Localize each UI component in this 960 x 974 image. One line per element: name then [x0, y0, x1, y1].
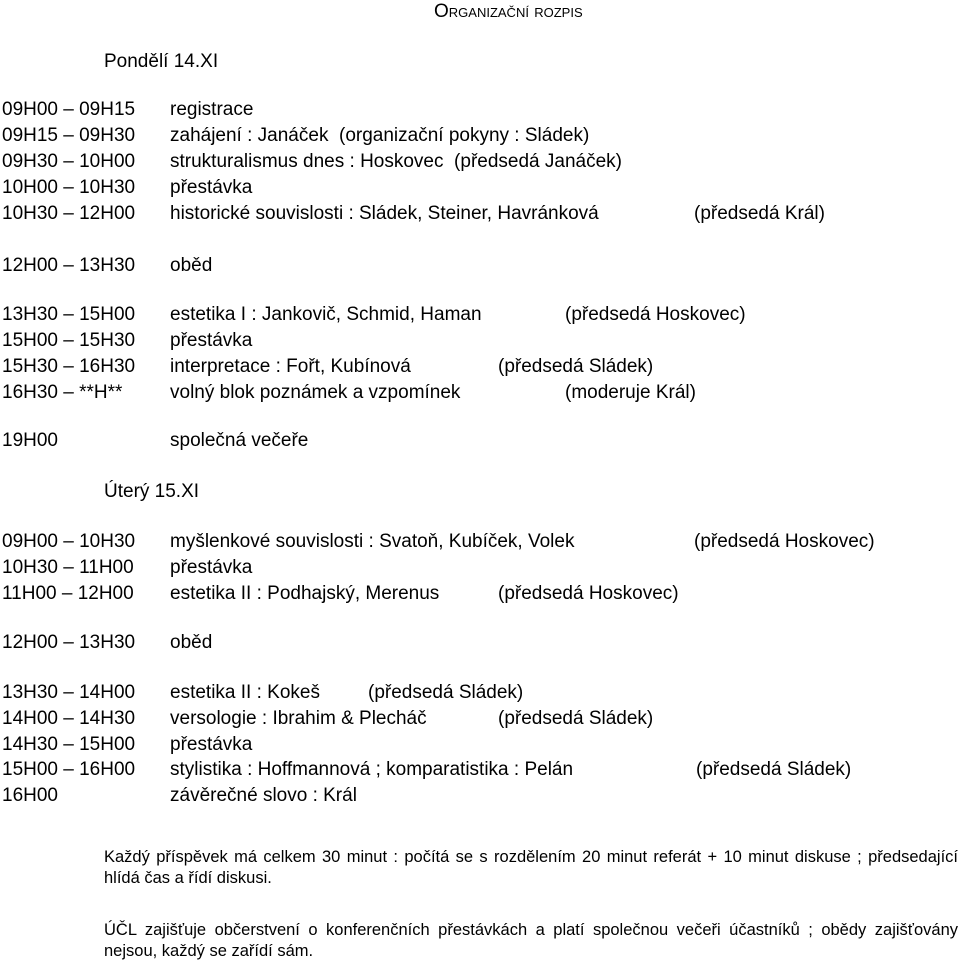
document-title: Organizační rozpis: [434, 1, 583, 22]
activity-roman: II: [240, 682, 252, 703]
row-time: 19H00: [2, 430, 58, 451]
row-activity: volný blok poznámek a vzpomínek: [170, 382, 461, 403]
row-time: 11H00 – 12H00: [2, 583, 134, 604]
row-chair: (předsedá Hoskovec): [498, 583, 679, 604]
row-activity: registrace: [170, 99, 254, 120]
row-time: 14H30 – 15H00: [2, 734, 136, 755]
day-heading-roman: XI: [181, 481, 200, 502]
row-activity: [170, 302, 482, 328]
row-chair: (předsedá Hoskovec): [694, 531, 875, 552]
day-heading-roman: XI: [200, 51, 219, 72]
day-heading-tuesday: [104, 480, 199, 504]
row-activity: strukturalismus dnes : Hoskovec (předsedá Janáček): [170, 151, 622, 172]
row-time: 09H00 – 09H15: [2, 99, 136, 120]
day-heading-monday: [104, 50, 218, 74]
row-activity: přestávka: [170, 557, 253, 578]
activity-roman: I: [240, 304, 247, 325]
row-chair: (předsedá Hoskovec): [565, 304, 746, 325]
row-time: 13H30 – 15H00: [2, 304, 136, 325]
row-time: 15H30 – 16H30: [2, 356, 136, 377]
row-activity: myšlenkové souvislosti : Svatoň, Kubíček, Volek: [170, 531, 575, 552]
row-activity: stylistika : Hoffmannová ; komparatistika : Pelán: [170, 759, 574, 780]
activity-prefix: estetika: [170, 304, 241, 325]
row-activity: oběd: [170, 632, 213, 653]
row-time: 12H00 – 13H30: [2, 255, 136, 276]
row-time: 12H00 – 13H30: [2, 632, 136, 653]
row-time: 14H00 – 14H30: [2, 708, 136, 729]
row-time: 10H30 – 12H00: [2, 203, 136, 224]
row-activity: [170, 581, 439, 607]
row-chair: (předsedá Sládek): [498, 356, 654, 377]
note-paragraph: Každý příspěvek má celkem 30 minut : počítá se s rozdělením 20 minut referát + 10 minut diskuse ; předsedající hlídá čas a řídí diskusi.: [104, 848, 958, 887]
row-activity: přestávka: [170, 734, 253, 755]
day-heading-text: Úterý 15.: [104, 481, 182, 502]
row-time: 10H30 – 11H00: [2, 557, 134, 578]
row-activity: [170, 680, 320, 706]
row-time: 09H15 – 09H30: [2, 125, 136, 146]
activity-suffix: : Jankovič, Schmid, Haman: [246, 304, 482, 325]
activity-suffix: : Kokeš: [251, 682, 320, 703]
activity-prefix: estetika: [170, 583, 241, 604]
activity-suffix: : Podhajský, Merenus: [251, 583, 440, 604]
row-chair: (předsedá Sládek): [498, 708, 654, 729]
day-heading-text: Pondělí 14.: [104, 51, 201, 72]
row-activity: oběd: [170, 255, 213, 276]
row-activity: versologie : Ibrahim & Plecháč: [170, 708, 427, 729]
row-activity: zahájení : Janáček (organizační pokyny : Sládek): [170, 125, 590, 146]
row-activity: společná večeře: [170, 430, 309, 451]
row-time: 15H00 – 16H00: [2, 759, 136, 780]
row-chair: (předsedá Sládek): [368, 682, 524, 703]
row-time: 15H00 – 15H30: [2, 330, 136, 351]
row-activity: závěrečné slovo : Král: [170, 785, 357, 806]
row-chair: (předsedá Král): [694, 203, 825, 224]
row-time: 16H00: [2, 785, 58, 806]
row-chair: (moderuje Král): [565, 382, 696, 403]
row-activity: přestávka: [170, 177, 253, 198]
row-activity: přestávka: [170, 330, 253, 351]
row-time: 13H30 – 14H00: [2, 682, 136, 703]
row-activity: interpretace : Fořt, Kubínová: [170, 356, 411, 377]
row-time: 10H00 – 10H30: [2, 177, 136, 198]
row-time: 09H30 – 10H00: [2, 151, 136, 172]
row-time: 09H00 – 10H30: [2, 531, 136, 552]
row-activity: historické souvislosti : Sládek, Steiner, Havránková: [170, 203, 599, 224]
row-time: 16H30 – **H**: [2, 382, 123, 403]
row-chair: (předsedá Sládek): [696, 759, 852, 780]
activity-prefix: estetika: [170, 682, 241, 703]
activity-roman: II: [240, 583, 252, 604]
note-paragraph: ÚČL zajišťuje občerstvení o konferenčních přestávkách a platí společnou večeři účastníků ; obědy zajišťovány nejsou, každý se zařídí sám.: [104, 921, 958, 960]
